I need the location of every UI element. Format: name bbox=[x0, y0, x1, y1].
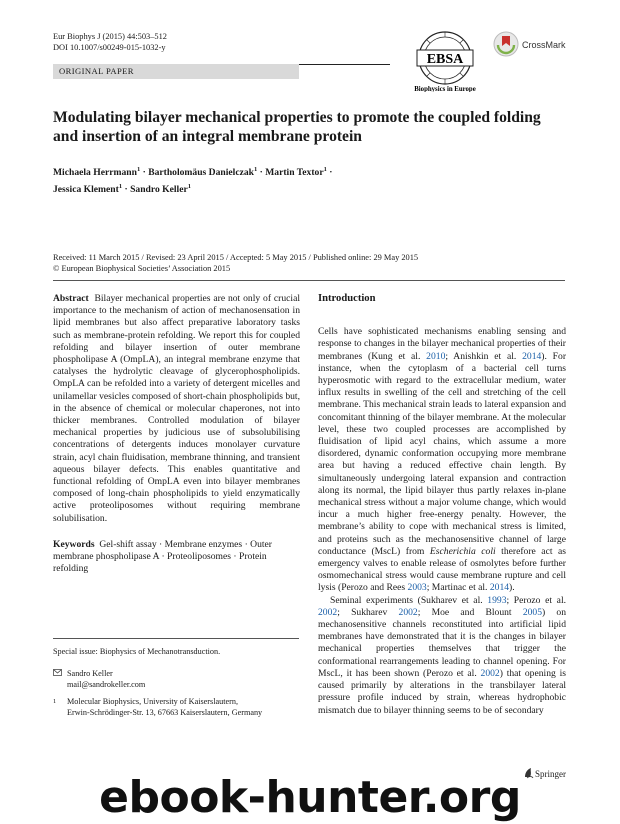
introduction-paragraph-2 bbox=[318, 595, 566, 717]
right-column bbox=[318, 293, 566, 726]
author-name: Bartholomäus Danielczak bbox=[148, 167, 254, 179]
author-affiliation: 1 bbox=[136, 166, 141, 173]
abstract-label: Abstract bbox=[53, 293, 89, 304]
author-separator: · bbox=[326, 167, 333, 179]
special-issue-note: Special issue: Biophysics of Mechanotransduction. bbox=[53, 647, 221, 656]
author-name: Michaela Herrmann bbox=[53, 167, 137, 179]
author-affiliation: 1 bbox=[187, 183, 191, 191]
author-affiliation: 1 bbox=[118, 183, 123, 191]
citation-link[interactable]: 2002 bbox=[318, 606, 338, 618]
text-run: Cells have sophisticated mechanisms enabling sensing and response to changes in the bilayer mechanical properties of their membranes (Kung et al. bbox=[318, 326, 566, 362]
springer-logo-text: Springer bbox=[535, 769, 566, 779]
keywords bbox=[53, 539, 300, 576]
author-name: Jessica Klement bbox=[53, 184, 119, 196]
left-column bbox=[53, 293, 300, 575]
author-affiliation: 1 bbox=[323, 166, 327, 173]
author-name: Martin Textor bbox=[265, 167, 324, 179]
corresponding-name: Sandro Keller bbox=[67, 669, 113, 678]
citation-link[interactable]: 2014 bbox=[489, 582, 510, 594]
ebsa-logo bbox=[400, 28, 490, 92]
affiliation bbox=[53, 697, 262, 718]
text-run: therefore act as emergency valves to enable release of osmolytes before further osmomechanical stress would cause membrane rupture and cell lysis (Perozo and Rees bbox=[318, 545, 566, 594]
text-run: ) that opening is caused primarily by alterations in the transbilayer lateral pressure profile induced by strain, whereas hydrophobic mismatch due to bilayer thinning seems to be of secondary bbox=[318, 667, 566, 716]
ebsa-logo-text: EBSA bbox=[426, 52, 464, 67]
author-affiliation: 1 bbox=[254, 166, 258, 173]
abstract bbox=[53, 293, 300, 525]
ebsa-tagline: Biophysics in Europe bbox=[414, 86, 476, 92]
abstract-text: Bilayer mechanical properties are not only of crucial importance to the mechanism of action of mechanosensation in lipid membranes but also affect preparative laboratory tasks such as membrane-protein refolding. We report this for coupled refolding and bilayer insertion of outer membrane phospholipase A (OmpLA), an integral membrane enzyme that catalyses the hydrolytic cleavage of glycerophospholipids. OmpLA can be refolded into a variety of detergent micelles and unilamellar vesicles composed of short-chain phospholipids but, in the absence of chemical or molecular chaperones, not into thicker membranes. Controlled modulation of bilayer mechanical properties by judicious use of subsolubilising concentrations of detergents induces monolayer curvature strain, acyl chain fluidisation, membrane thinning, and transient aqueous bilayer defects. This enables quantitative and functional refolding of OmpLA even into bilayer membranes composed of long-chain phospholipids to yield enzymatically active proteoliposomes without requiring membrane solubilisation. bbox=[53, 293, 301, 524]
introduction-paragraph-1 bbox=[318, 326, 566, 594]
affiliation-line-2: Erwin-Schrödinger-Str. 13, 67663 Kaiserslautern, Germany bbox=[67, 707, 263, 717]
crossmark-icon bbox=[493, 31, 519, 57]
corresponding-author bbox=[53, 669, 145, 690]
journal-citation: Eur Biophys J (2015) 44:503–512 bbox=[53, 32, 167, 41]
header-divider bbox=[53, 280, 565, 281]
citation-link[interactable]: 2002 bbox=[398, 606, 418, 618]
citation-link[interactable]: 2014 bbox=[522, 350, 542, 362]
history-dates: Received: 11 March 2015 / Revised: 23 April 2015 / Accepted: 5 May 2015 / Published online: 29 May 2015 bbox=[53, 253, 419, 262]
citation-link[interactable]: 2002 bbox=[480, 667, 500, 679]
keywords-label: Keywords bbox=[53, 538, 95, 550]
citation-link[interactable]: 2003 bbox=[407, 582, 427, 594]
keywords-text: Gel-shift assay · Membrane enzymes · Outer membrane phospholipase A · Proteoliposomes · Protein refolding bbox=[53, 538, 273, 575]
text-run: ; Martinac et al. bbox=[426, 582, 490, 594]
envelope-icon bbox=[53, 669, 67, 680]
author-name: Sandro Keller bbox=[130, 184, 188, 196]
author-list bbox=[53, 163, 513, 197]
watermark: ebook-hunter.org bbox=[99, 772, 521, 823]
section-label: ORIGINAL PAPER bbox=[59, 66, 134, 76]
citation-link[interactable]: 1993 bbox=[487, 594, 507, 606]
introduction-heading: Introduction bbox=[318, 293, 376, 304]
author-separator: · bbox=[122, 184, 131, 196]
author-separator: · bbox=[257, 167, 266, 179]
text-run: ). For instance, when the cytoplasm of a bacterial cell turns hyperosmotic with regard to the extracellular medium, water influx results in swelling of the cell and stretching of the cell membrane. This mechanical strain leads to lateral expansion and concomitant thinning of the bilayer membrane. At the molecular level, these two coupled processes are accomplished by fluidisation of lipid acyl chains, which assume a more disordered, dynamic conformation occupying more membrane area but having a reduced effective chain length. By simultaneously undergoing lateral expansion and contraction along its normal, the lipid bilayer thus partly relaxes in-plane mechanical stress without a major volume change, which would incur a much higher free-energy penalty. However, the membrane’s ability to cope with mechanical stress is limited, and proteins such as the mechanosensitive channel of large conductance (MscL) from bbox=[318, 350, 567, 557]
author-line-2 bbox=[53, 180, 513, 197]
header-rule bbox=[299, 64, 390, 65]
text-run: ) on mechanosensitive channels reconstituted into artificial lipid membranes have demonstrated that it is the changes in bilayer mechanical properties themselves that trigger the conformational rearrangements leading to channel opening. For MscL, it has been shown (Perozo et al. bbox=[318, 606, 567, 679]
text-run: ; Anishkin et al. bbox=[445, 350, 523, 362]
doi[interactable]: DOI 10.1007/s00249-015-1032-y bbox=[53, 43, 166, 52]
text-run: Seminal experiments (Sukharev et al. bbox=[330, 594, 488, 606]
text-run: ; Moe and Blount bbox=[417, 606, 523, 618]
author-line-1 bbox=[53, 163, 513, 180]
footnote-rule bbox=[53, 638, 299, 639]
text-run: ; Sukharev bbox=[337, 606, 399, 618]
article-history bbox=[53, 252, 563, 274]
affiliation-line-1: Molecular Biophysics, University of Kaiserslautern, bbox=[67, 697, 238, 706]
journal-meta bbox=[53, 31, 167, 53]
copyright: © European Biophysical Societies’ Association 2015 bbox=[53, 264, 231, 273]
citation-link[interactable]: 2010 bbox=[426, 350, 446, 362]
article-title: Modulating bilayer mechanical properties to promote the coupled folding and insertion of an integral membrane protein bbox=[53, 109, 541, 145]
text-run: ; Perozo et al. bbox=[506, 594, 567, 606]
text-run: ). bbox=[509, 582, 515, 594]
section-band bbox=[53, 64, 299, 79]
author-separator: · bbox=[140, 167, 149, 179]
affiliation-number: 1 bbox=[53, 698, 57, 705]
corresponding-email[interactable]: mail@sandrokeller.com bbox=[67, 679, 146, 689]
citation-link[interactable]: 2005 bbox=[522, 606, 542, 618]
species-name: Escherichia coli bbox=[429, 545, 496, 557]
crossmark-label: CrossMark bbox=[522, 40, 566, 50]
